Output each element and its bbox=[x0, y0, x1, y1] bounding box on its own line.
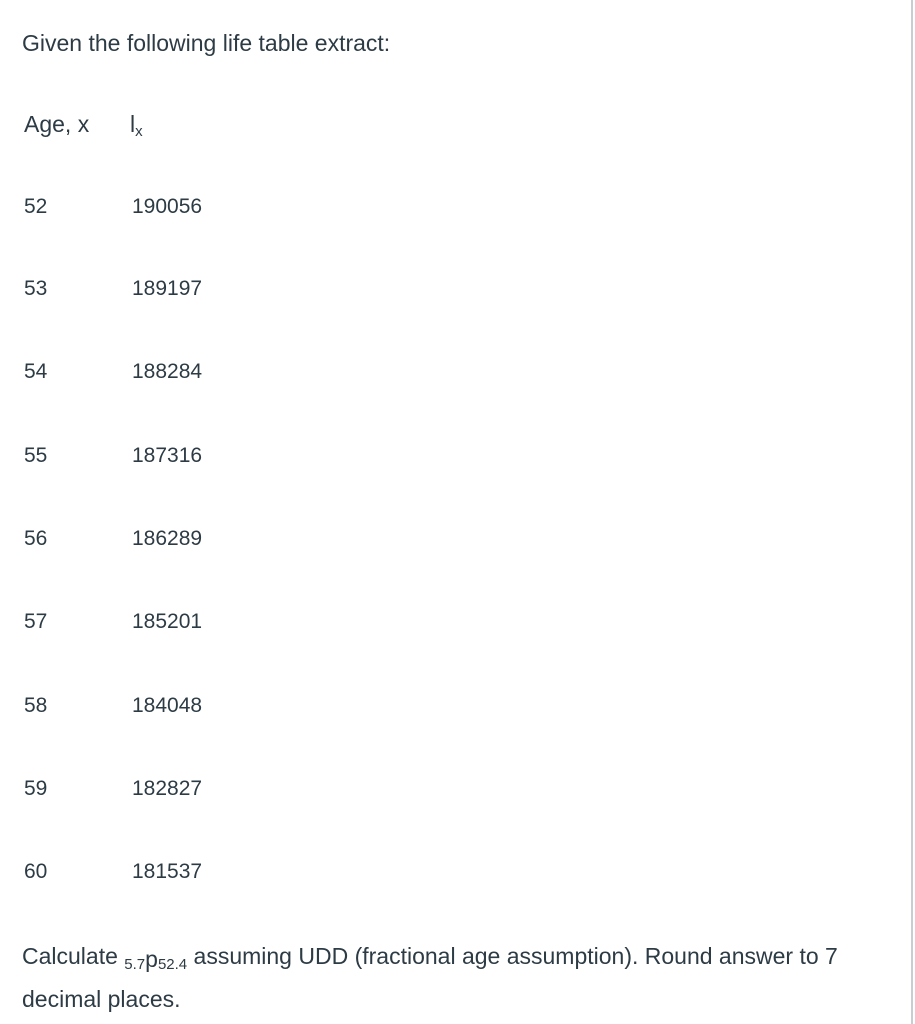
lx-cell: 185201 bbox=[132, 610, 203, 633]
lx-cell: 181537 bbox=[132, 860, 203, 883]
age-cell: 60 bbox=[24, 860, 48, 883]
question-text bbox=[22, 936, 892, 1019]
age-cell: 56 bbox=[24, 527, 48, 550]
age-cell: 59 bbox=[24, 777, 48, 800]
right-border bbox=[911, 0, 913, 1024]
header-lx-subscript: x bbox=[135, 123, 143, 140]
header-age: Age, x bbox=[24, 111, 90, 137]
lx-cell: 184048 bbox=[132, 694, 203, 717]
age-cell: 52 bbox=[24, 195, 48, 218]
lx-cell: 182827 bbox=[132, 777, 203, 800]
lx-cell: 188284 bbox=[132, 360, 203, 383]
header-lx-symbol: l bbox=[130, 111, 136, 137]
question-symbol: p bbox=[145, 946, 158, 972]
question-suffix: assuming UDD (fractional age assumption). Round answer to 7 decimal places. bbox=[22, 943, 838, 1012]
header-lx bbox=[130, 109, 143, 139]
age-cell: 53 bbox=[24, 277, 48, 300]
age-cell: 57 bbox=[24, 610, 48, 633]
lx-cell: 189197 bbox=[132, 277, 203, 300]
age-cell: 54 bbox=[24, 360, 48, 383]
question-post-subscript: 52.4 bbox=[157, 956, 188, 973]
question-prefix: Calculate bbox=[22, 943, 125, 969]
intro-text: Given the following life table extract: bbox=[22, 30, 391, 56]
age-cell: 55 bbox=[24, 444, 48, 467]
age-cell: 58 bbox=[24, 694, 48, 717]
lx-cell: 187316 bbox=[132, 444, 203, 467]
lx-cell: 186289 bbox=[132, 527, 203, 550]
lx-cell: 190056 bbox=[132, 195, 203, 218]
question-pre-subscript: 5.7 bbox=[124, 956, 146, 973]
